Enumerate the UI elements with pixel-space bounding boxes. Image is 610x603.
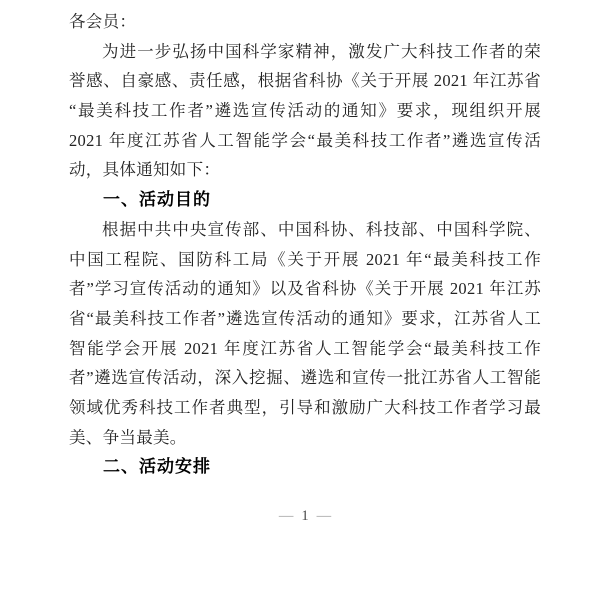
- page-number-value: 1: [301, 508, 309, 524]
- paragraph-1-line-2: 誉感、自豪感、责任感，根据省科协《关于开展 2021 年江苏省: [69, 71, 541, 91]
- paragraph-1-line-3: “最美科技工作者”遴选宣传活动的通知》要求，现组织开展: [69, 101, 541, 121]
- section-heading-2: 二、活动安排: [103, 457, 211, 477]
- paragraph-2-line-1: 根据中共中央宣传部、中国科协、科技部、中国科学院、: [102, 219, 541, 239]
- paragraph-1-line-4: 2021 年度江苏省人工智能学会“最美科技工作者”遴选宣传活: [69, 130, 541, 150]
- paragraph-2-line-6: 者”遴选宣传活动，深入挖掘、遴选和宣传一批江苏省人工智能: [69, 368, 541, 388]
- page-number-dash-left: —: [278, 508, 294, 524]
- paragraph-2-line-2: 中国工程院、国防科工局《关于开展 2021 年“最美科技工作: [69, 249, 541, 269]
- page-number: [0, 506, 610, 526]
- paragraph-2-line-8: 美、争当最美。: [69, 427, 187, 447]
- section-heading-1: 一、活动目的: [103, 190, 211, 210]
- paragraph-1-line-1: 为进一步弘扬中国科学家精神，激发广大科技工作者的荣: [102, 41, 541, 61]
- page-number-dash-right: —: [316, 508, 332, 524]
- paragraph-2-line-7: 领域优秀科技工作者典型，引导和激励广大科技工作者学习最: [69, 397, 541, 417]
- paragraph-2-line-4: 省“最美科技工作者”遴选宣传活动的通知》要求，江苏省人工: [69, 308, 541, 328]
- paragraph-2-line-3: 者”学习宣传活动的通知》以及省科协《关于开展 2021 年江苏: [69, 279, 541, 299]
- paragraph-1-line-5: 动，具体通知如下：: [69, 160, 221, 180]
- notice-body: [69, 7, 541, 482]
- salutation: 各会员：: [69, 12, 137, 31]
- paragraph-2-line-5: 智能学会开展 2021 年度江苏省人工智能学会“最美科技工作: [69, 338, 541, 358]
